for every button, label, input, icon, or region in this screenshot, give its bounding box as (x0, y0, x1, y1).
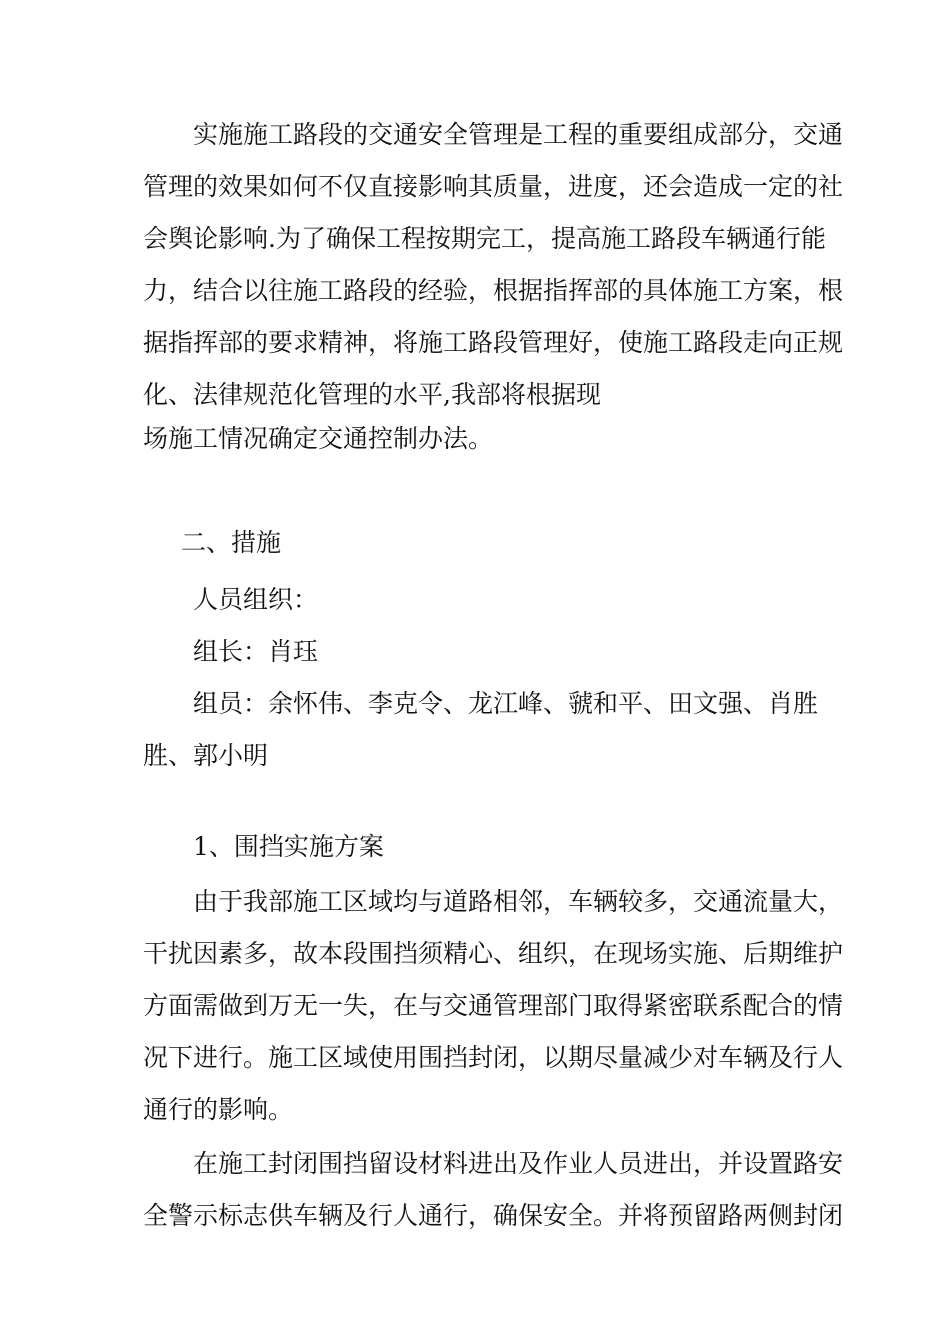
intro-line-2: 管理的效果如何不仅直接影响其质量，进度，还会造成一定的社 (143, 172, 844, 201)
subsection-heading-hoarding-plan: 1、围挡实施方案 (193, 832, 384, 861)
section-heading-measures: 二、措施 (181, 528, 282, 557)
team-members-line-1: 组员：余怀伟、李克令、龙江峰、虢和平、田文强、肖胜 (193, 689, 819, 718)
team-members-line-2: 胜、郭小明 (143, 741, 269, 770)
intro-line-4: 力，结合以往施工路段的经验，根据指挥部的具体施工方案，根 (143, 276, 844, 305)
team-leader: 组长：肖珏 (193, 637, 319, 666)
personnel-label: 人员组织： (193, 585, 319, 614)
paragraph1-line-4: 况下进行。施工区域使用围挡封闭，以期尽量减少对车辆及行人 (143, 1043, 844, 1072)
paragraph2-line-2: 全警示标志供车辆及行人通行，确保安全。并将预留路两侧封闭 (143, 1201, 844, 1230)
paragraph1-line-1: 由于我部施工区域均与道路相邻，车辆较多，交通流量大， (193, 887, 844, 916)
intro-line-5: 据指挥部的要求精神，将施工路段管理好，使施工路段走向正规 (143, 328, 844, 357)
paragraph2-line-1: 在施工封闭围挡留设材料进出及作业人员进出，并设置路安 (193, 1149, 844, 1178)
intro-line-3: 会舆论影响.为了确保工程按期完工，提高施工路段车辆通行能 (143, 224, 826, 253)
intro-line-6: 化、法律规范化管理的水平,我部将根据现 (143, 380, 601, 409)
paragraph1-line-2: 干扰因素多，故本段围挡须精心、组织，在现场实施、后期维护 (143, 939, 844, 968)
intro-line-1: 实施施工路段的交通安全管理是工程的重要组成部分，交通 (193, 120, 844, 149)
paragraph1-line-3: 方面需做到万无一失，在与交通管理部门取得紧密联系配合的情 (143, 991, 844, 1020)
intro-line-7: 场施工情况确定交通控制办法。 (143, 424, 494, 453)
paragraph1-line-5: 通行的影响。 (143, 1095, 294, 1124)
